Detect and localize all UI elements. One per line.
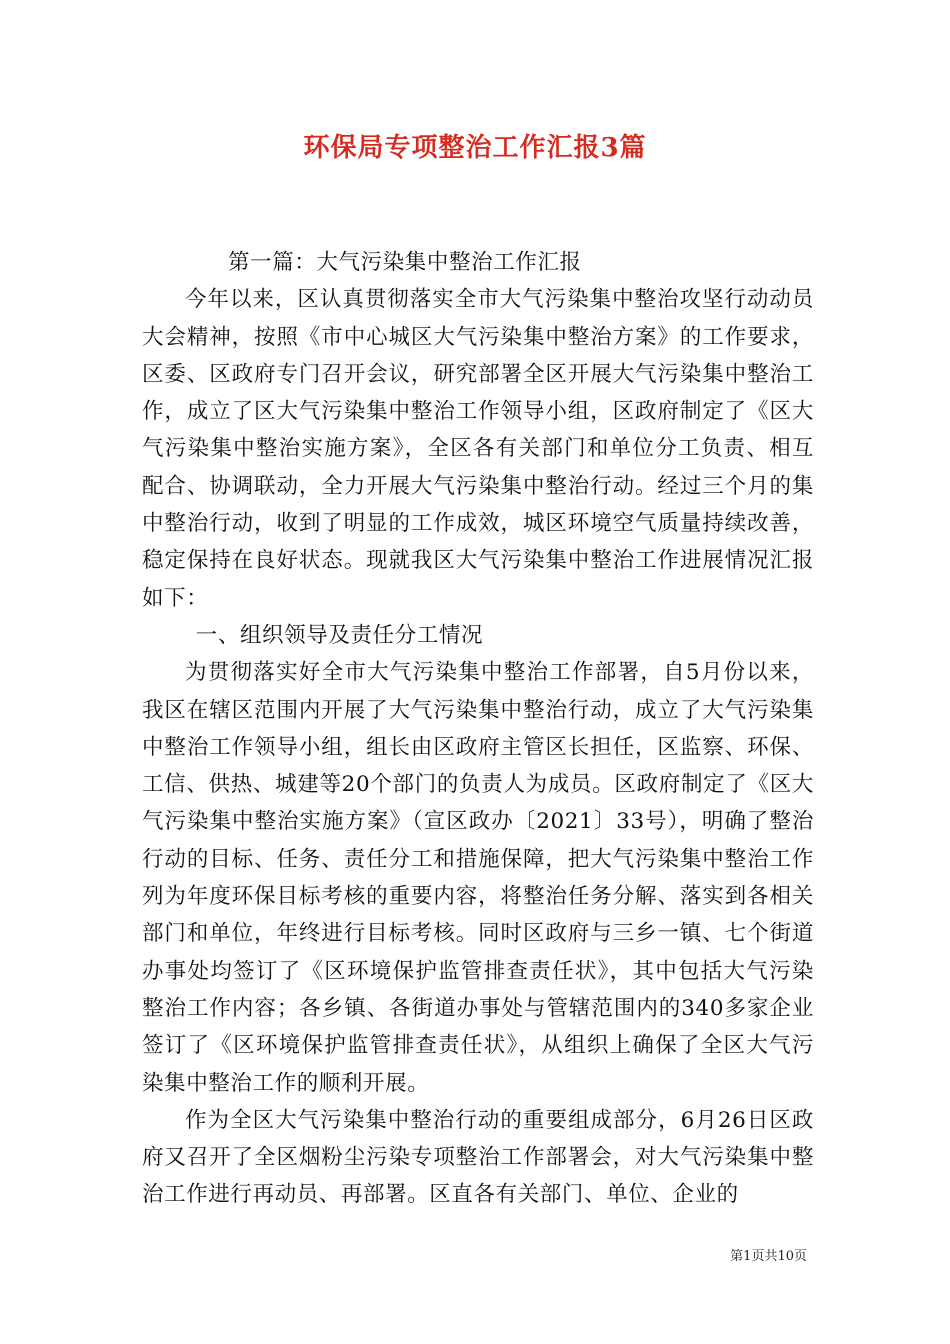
document-body xyxy=(142,244,814,1214)
section-heading: 第一篇：大气污染集中整治工作汇报 xyxy=(228,250,582,275)
paragraph: 为贯彻落实好全市大气污染集中整治工作部署，自5月份以来，我区在辖区范围内开展了大气污染集中整治行动，成立了大气污染集中整治工作领导小组，组长由区政府主管区长担任，区监察、环保、工信、供热、城建等20个部门的负责人为成员。区政府制定了《区大气污染集中整治实施方案》（宣区政办〔2021〕33号），明确了整治行动的目标、任务、责任分工和措施保障，把大气污染集中整治工作列为年度环保目标考核的重要内容，将整治任务分解、落实到各相关部门和单位，年终进行目标考核。同时区政府与三乡一镇、七个街道办事处均签订了《区环境保护监管排查责任状》，其中包括大气污染整治工作内容；各乡镇、各街道办事处与管辖范围内的340多家企业签订了《区环境保护监管排查责任状》，从组织上确保了全区大气污染集中整治工作的顺利开展。 xyxy=(142,660,814,1096)
paragraph: 作为全区大气污染集中整治行动的重要组成部分，6月26日区政府又召开了全区烟粉尘污染专项整治工作部署会，对大气污染集中整治工作进行再动员、再部署。区直各有关部门、单位、企业的 xyxy=(142,1107,814,1208)
page-number-footer: 第1页共10页 xyxy=(730,1249,807,1264)
paragraph: 今年以来，区认真贯彻落实全市大气污染集中整治攻坚行动动员大会精神，按照《市中心城区大气污染集中整治方案》的工作要求，区委、区政府专门召开会议，研究部署全区开展大气污染集中整治工作，成立了区大气污染集中整治工作领导小组，区政府制定了《区大气污染集中整治实施方案》，全区各有关部门和单位分工负责、相互配合、协调联动，全力开展大气污染集中整治行动。经过三个月的集中整治行动，收到了明显的工作成效，城区环境空气质量持续改善，稳定保持在良好状态。现就我区大气污染集中整治工作进展情况汇报如下： xyxy=(142,287,814,611)
subsection-heading: 一、组织领导及责任分工情况 xyxy=(195,622,484,648)
document-title: 环保局专项整治工作汇报3篇 xyxy=(303,133,647,163)
